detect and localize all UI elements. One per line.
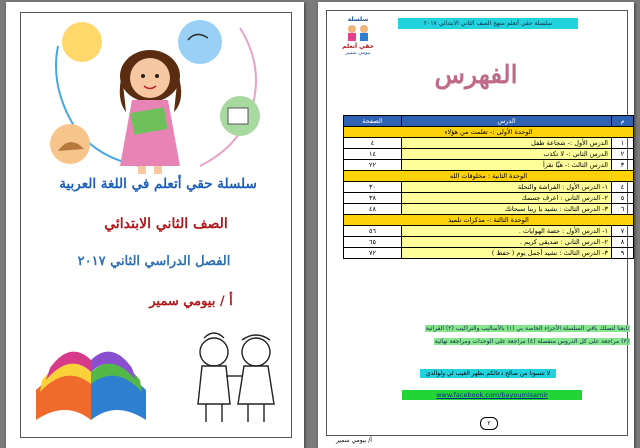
lesson-title: الدرس الأول :- شجاعة طفل [402,138,612,149]
series-note-line: تابعنا لتصلك باقي السلسلة الأجزاء الخاصة بي (١) بالأساليب والتراكيب (٢) القرائية [425,325,629,332]
toc-header-row [344,116,634,127]
table-row [344,149,634,160]
bee-scene-icon [178,20,222,64]
logo-children-icon [343,23,373,41]
table-row [344,204,634,215]
table-row [344,182,634,193]
logo-text-bottom: حقي أتعلم [342,43,374,50]
page-number: ٢ [480,417,498,430]
header-banner: سلسلة حقي أتعلم منهج الصف الثاني الابتدائي ٢٠١٧ [398,18,578,29]
page-ref: ٦٥ [344,237,402,248]
column-header-page: الصفحة [344,116,402,127]
page-ref: ١٤ [344,149,402,160]
grade-title: الصف الثاني الابتدائي [104,216,228,232]
column-header-lesson: الدرس [402,116,612,127]
girl-reading-illustration [40,16,270,176]
lesson-title: الدرس الثاني :- لا تكذب [402,149,612,160]
unit-title: الوحدة الثالثة :- مذكرات تلميذ [344,215,634,226]
page-ref: ٣٠ [344,182,402,193]
row-number: ٦ [612,204,634,215]
page-ref: ٥٦ [344,226,402,237]
row-number: ٨ [612,237,634,248]
row-number: ٧ [612,226,634,237]
table-row [344,193,634,204]
table-row [344,138,634,149]
page-ref: ٢٢ [344,160,402,171]
page-ref: ٣٨ [344,193,402,204]
author-name: أ / بيومي سمير [149,294,233,309]
page-ref: ٤ [344,138,402,149]
unit-row [344,127,634,138]
facebook-link[interactable]: www.facebook.com/bayoumisamir [402,390,582,400]
row-number: ٥ [612,193,634,204]
lesson-title: ١- الدرس الأول : الفراشة والنحلة [402,182,612,193]
prayer-note-text: لا تنسونا من صالح دعائكم بظهر الغيب لي ولوالدي [420,369,556,378]
unit-title: الوحدة الثانية : مخلوقات الله [344,171,634,182]
row-number: ٤ [612,182,634,193]
row-number: ٩ [612,248,634,259]
row-number: ٣ [612,160,634,171]
lesson-title: ١- الدرس الأول : حصة الهوايات . [402,226,612,237]
children-sketch-illustration [182,326,286,426]
lesson-title: ٢- الدرس الثاني : صديقي كريم . [402,237,612,248]
lesson-title: الدرس الثالث :- هيَّا نقرأ [402,160,612,171]
cover-page [6,2,304,448]
row-number: ١ [612,138,634,149]
logo-text-top: سلسلة [347,16,369,23]
series-logo [338,16,378,62]
row-number: ٢ [612,149,634,160]
column-header-number: م [612,116,634,127]
sun-scene-icon [62,22,102,62]
table-row [344,160,634,171]
logo-text-author: بيومي سمير [345,50,371,56]
lesson-title: ٣- الدرس الثالث : نشيد يا ربنا سبحانك [402,204,612,215]
index-page [318,2,634,448]
unit-row [344,215,634,226]
term-title: الفصل الدراسي الثاني ٢٠١٧ [77,254,231,269]
unit-row [344,171,634,182]
prayer-note [358,370,618,377]
unit-title: الوحدة الأولى :- تعلمت من هؤلاء [344,127,634,138]
series-note [338,322,630,348]
table-row [344,248,634,259]
footer-author: أ/ بيومي سمير [336,437,372,444]
series-title: سلسلة حقي أتعلم في اللغة العربية [59,176,257,192]
page-ref: ٧٢ [344,248,402,259]
series-note-line: (٣) مراجعة على كل الدروس منفصلة (٤) مراجعة على الوحدات ومراجعة نهائية [434,338,629,345]
lesson-title: ٢- الدرس الثاني : اعرف جسمك [402,193,612,204]
table-row [344,237,634,248]
page-ref: ٤٨ [344,204,402,215]
table-row [344,226,634,237]
toc-table [343,115,634,259]
toc-title: الفهرس [434,60,518,89]
open-book-illustration [26,320,156,424]
lesson-title: ٣- الدرس الثالث : نشيد أجمل يوم ( حفظ ) [402,248,612,259]
